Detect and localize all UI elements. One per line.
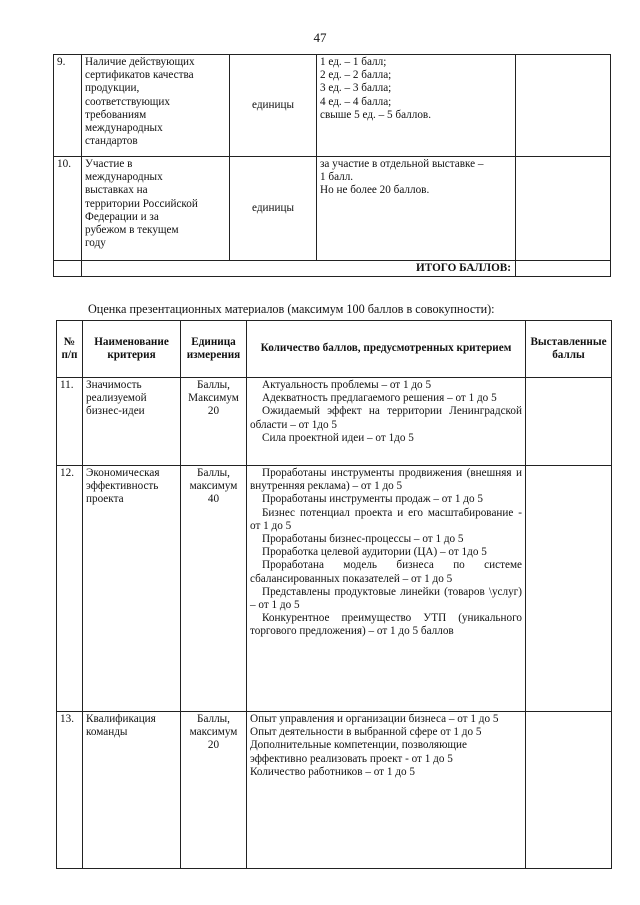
table-row — [54, 55, 611, 157]
header-score: Количество баллов, предусмотренных критерием — [247, 321, 526, 378]
header-num: № п/п — [57, 321, 83, 378]
table-header-row — [57, 321, 612, 378]
criterion-name: Квалификация команды — [83, 712, 181, 869]
row-number: 12. — [57, 466, 83, 712]
total-value-cell[interactable] — [516, 261, 611, 277]
unit-cell: Баллы, максимум 40 — [181, 466, 247, 712]
table-row — [54, 157, 611, 261]
row-number: 9. — [54, 55, 82, 157]
criterion-name: Участие в международных выставках на территории Российской Федерации и за рубежом в текущем году — [82, 157, 230, 261]
given-score-cell[interactable] — [526, 466, 612, 712]
given-score-cell[interactable] — [516, 157, 611, 261]
header-given: Выставленные баллы — [526, 321, 612, 378]
given-score-cell[interactable] — [526, 712, 612, 869]
criterion-name: Значимость реализуемой бизнес-идеи — [83, 378, 181, 466]
given-score-cell[interactable] — [516, 55, 611, 157]
total-label: ИТОГО БАЛЛОВ: — [82, 261, 516, 277]
score-cell: 1 ед. – 1 балл; 2 ед. – 2 балла; 3 ед. – 3 балла; 4 ед. – 4 балла; свыше 5 ед. – 5 баллов. — [317, 55, 516, 157]
row-number: 11. — [57, 378, 83, 466]
unit-cell: Баллы, максимум 20 — [181, 712, 247, 869]
criterion-name: Наличие действующих сертификатов качества продукции, соответствующих требованиям международных стандартов — [82, 55, 230, 157]
row-number: 13. — [57, 712, 83, 869]
presentation-criteria-table — [56, 320, 612, 869]
criterion-name: Экономическая эффективность проекта — [83, 466, 181, 712]
unit-cell: Баллы, Максимум 20 — [181, 378, 247, 466]
criteria-table-upper — [53, 54, 611, 277]
header-unit: Единица измерения — [181, 321, 247, 378]
score-cell: Опыт управления и организации бизнеса – от 1 до 5 Опыт деятельности в выбранной сфере от 1 до 5 Дополнительные компетенции, позволяющие эффективно реализовать проект - от 1 до 5 Количество работников – от 1 до 5 — [247, 712, 526, 869]
row-number: 10. — [54, 157, 82, 261]
table-row — [57, 378, 612, 466]
score-cell: Проработаны инструменты продвижения (внешняя и внутренняя реклама) – от 1 до 5 Проработаны инструменты продаж – от 1 до 5 Бизнес потенциал проекта и его масштабирование - от 1 до 5 Проработаны бизнес-процессы – от 1 до 5 Проработка целевой аудитории (ЦА) – от 1до 5 Проработана модель бизнеса по системе сбалансированных показателей – от 1 до 5 Представлены продуктовые линейки (товаров \услуг) – от 1 до 5 Конкурентное преимущество УТП (уникального торгового предложения) – от 1 до 5 баллов — [247, 466, 526, 712]
page-number: 47 — [313, 30, 327, 45]
header-name: Наименование критерия — [83, 321, 181, 378]
score-cell: за участие в отдельной выставке – 1 балл. Но не более 20 баллов. — [317, 157, 516, 261]
table-row — [57, 712, 612, 869]
unit-cell: единицы — [230, 55, 317, 157]
given-score-cell[interactable] — [526, 378, 612, 466]
section-caption: Оценка презентационных материалов (максимум 100 баллов в совокупности): — [88, 302, 495, 316]
table-row — [57, 466, 612, 712]
score-cell: Актуальность проблемы – от 1 до 5 Адекватность предлагаемого решения – от 1 до 5 Ожидаемый эффект на территории Ленинградской области – от 1до 5 Сила проектной идеи – от 1до 5 — [247, 378, 526, 466]
unit-cell: единицы — [230, 157, 317, 261]
total-row — [54, 261, 611, 277]
